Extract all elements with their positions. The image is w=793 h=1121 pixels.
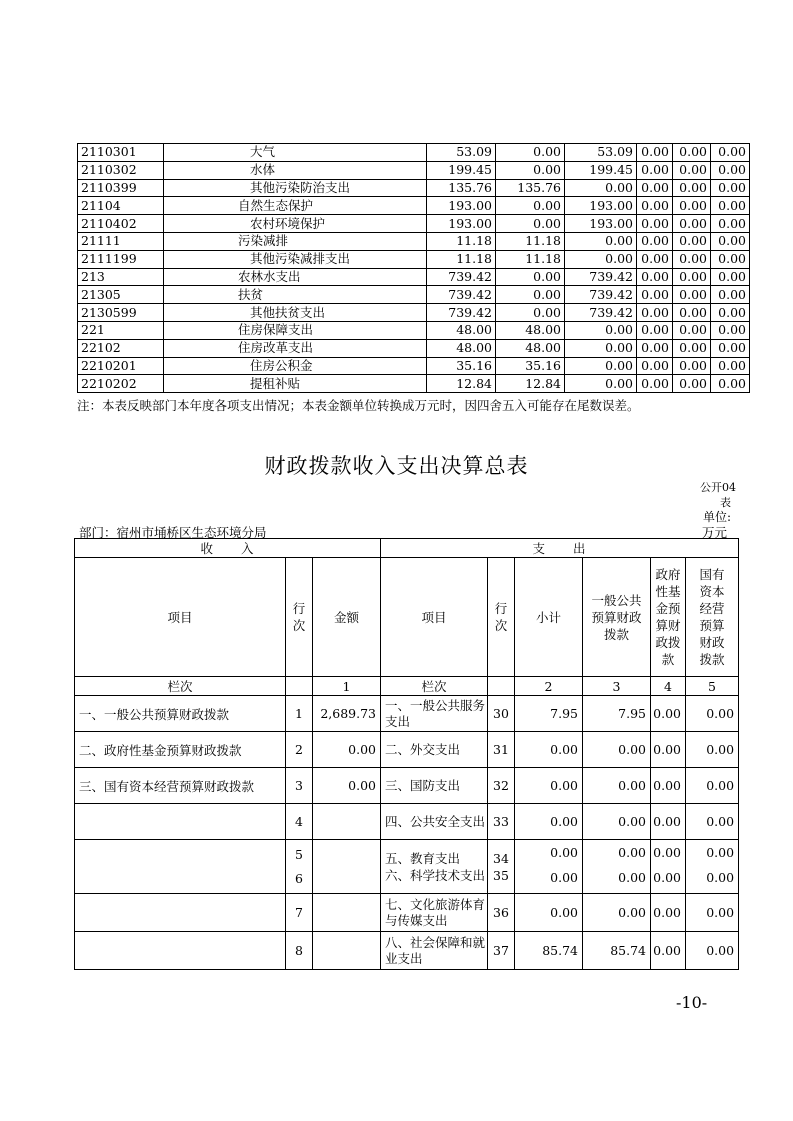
- income-item: 二、政府性基金预算财政拨款: [75, 732, 286, 768]
- amount-cell: 0.00: [637, 197, 673, 215]
- page-title: 财政拨款收入支出决算总表: [264, 454, 529, 478]
- amount-cell: 53.09: [565, 144, 637, 162]
- amount-cell: 0.00: [673, 215, 711, 233]
- amount-cell: 0.00: [711, 144, 750, 162]
- amount-cell: 0.00: [496, 268, 565, 286]
- amount-cell: 193.00: [427, 215, 496, 233]
- amount-cell: 7.95: [583, 696, 651, 732]
- subject-name: 住房保障支出: [164, 321, 427, 339]
- amount-cell: 739.42: [565, 268, 637, 286]
- amount-cell: 0.00: [711, 215, 750, 233]
- amount-cell: 193.00: [565, 215, 637, 233]
- amount-cell: 11.18: [427, 250, 496, 268]
- col-gov-fund: 政府 性基 金预 算财 政拨 款: [651, 558, 686, 677]
- col-index-4: 4: [651, 677, 686, 696]
- subject-name: 水体: [164, 161, 427, 179]
- subject-code: 21111: [78, 232, 164, 250]
- amount-cell: 0.00: [651, 732, 686, 768]
- amount-cell: 0.00: [496, 215, 565, 233]
- subject-code: 2210201: [78, 357, 164, 375]
- amount-cell: 0.00: [515, 732, 583, 768]
- amount-b: 0.00: [618, 869, 646, 885]
- income-line-no: [286, 840, 313, 894]
- amount-cell: 0.00: [583, 804, 651, 840]
- expense-item: [381, 840, 488, 894]
- amount-cell: 0.00: [496, 304, 565, 322]
- income-line-no: 3: [286, 768, 313, 804]
- amount-cell: 0.00: [711, 179, 750, 197]
- amount-cell: 0.00: [637, 339, 673, 357]
- table-row: [78, 197, 750, 215]
- income-amount: 2,689.73: [313, 696, 381, 732]
- table-note: 注：本表反映部门本年度各项支出情况；本表金额单位转换成万元时，因四舍五入可能存在尾数误差。: [77, 398, 640, 413]
- expense-item: 四、公共安全支出: [381, 804, 488, 840]
- amount-cell: 0.00: [711, 304, 750, 322]
- amount-cell: 11.18: [496, 232, 565, 250]
- table-row: [75, 696, 739, 732]
- col-index-5: 5: [686, 677, 739, 696]
- table-row: [75, 840, 739, 894]
- amount-cell: 48.00: [496, 339, 565, 357]
- amount-cell: 11.18: [427, 232, 496, 250]
- amount-cell: 739.42: [427, 304, 496, 322]
- table-row: [78, 232, 750, 250]
- col-amount: 金额: [313, 558, 381, 677]
- table-row: [78, 339, 750, 357]
- amount-cell: 0.00: [686, 768, 739, 804]
- expense-item-a: 五、教育支出: [385, 850, 461, 866]
- amount-cell: 48.00: [427, 339, 496, 357]
- col-item: 项目: [75, 558, 286, 677]
- amount-cell: 0.00: [686, 804, 739, 840]
- amount-cell: 739.42: [565, 286, 637, 304]
- unit-label: 单位:: [703, 510, 732, 524]
- amount-cell: 0.00: [686, 732, 739, 768]
- amount-cell: 11.18: [496, 250, 565, 268]
- table-row: [78, 250, 750, 268]
- expense-line-no: 31: [488, 732, 515, 768]
- amount-cell: 0.00: [673, 321, 711, 339]
- income-amount: [313, 894, 381, 932]
- amount-cell: 0.00: [651, 932, 686, 970]
- table-row: [78, 179, 750, 197]
- amount-cell: 0.00: [637, 232, 673, 250]
- subject-code: 21305: [78, 286, 164, 304]
- income-item: [75, 840, 286, 894]
- subject-name: 其他污染防治支出: [164, 179, 427, 197]
- amount-cell: 0.00: [565, 357, 637, 375]
- amount-cell: 0.00: [583, 732, 651, 768]
- income-line-no: 1: [286, 696, 313, 732]
- amount-cell: 0.00: [637, 357, 673, 375]
- amount-cell: 0.00: [673, 357, 711, 375]
- income-line-no: 7: [286, 894, 313, 932]
- subject-code: 2210202: [78, 375, 164, 393]
- col-state-capital: 国有 资本 经营 预算 财政 拨款: [686, 558, 739, 677]
- table-row: [75, 932, 739, 970]
- income-amount: 0.00: [313, 768, 381, 804]
- expense-item: 二、外交支出: [381, 732, 488, 768]
- expense-line-no: 33: [488, 804, 515, 840]
- amount-cell: 0.00: [637, 286, 673, 304]
- income-item: [75, 894, 286, 932]
- amount-cell: 739.42: [565, 304, 637, 322]
- amount-cell: 0.00: [565, 250, 637, 268]
- amount-cell: 0.00: [711, 161, 750, 179]
- amount-cell: 0.00: [711, 339, 750, 357]
- expense-item: 一、一般公共服务支出: [381, 696, 488, 732]
- income-line-no: 8: [286, 932, 313, 970]
- col-line-no: 行 次: [286, 558, 313, 677]
- amount-cell: 0.00: [711, 232, 750, 250]
- income-item: 三、国有资本经营预算财政拨款: [75, 768, 286, 804]
- expense-header: 支 出: [381, 539, 739, 558]
- amount-cell: 7.95: [515, 696, 583, 732]
- amount-cell: 0.00: [651, 696, 686, 732]
- amount-cell: 0.00: [637, 304, 673, 322]
- amount-cell: 0.00: [711, 357, 750, 375]
- amount-cell: 35.16: [496, 357, 565, 375]
- expense-item: 三、国防支出: [381, 768, 488, 804]
- subject-code: 213: [78, 268, 164, 286]
- income-amount: [313, 840, 381, 894]
- subject-name: 其他扶贫支出: [164, 304, 427, 322]
- col-index-2: 2: [515, 677, 583, 696]
- form-code-suffix: 表: [720, 496, 731, 509]
- expense-line-no-a: 34: [493, 850, 509, 866]
- amount-cell: [651, 840, 686, 894]
- amount-cell: 0.00: [565, 179, 637, 197]
- income-item: [75, 932, 286, 970]
- amount-cell: 0.00: [637, 144, 673, 162]
- amount-cell: 0.00: [637, 161, 673, 179]
- amount-cell: 0.00: [637, 268, 673, 286]
- amount-cell: 0.00: [565, 232, 637, 250]
- expense-line-no-b: 35: [493, 867, 509, 883]
- amount-cell: 35.16: [427, 357, 496, 375]
- amount-cell: 0.00: [673, 268, 711, 286]
- amount-cell: 0.00: [565, 321, 637, 339]
- amount-cell: 0.00: [637, 250, 673, 268]
- amount-cell: 0.00: [673, 286, 711, 304]
- subject-name: 其他污染减排支出: [164, 250, 427, 268]
- line-no: 5: [295, 846, 303, 862]
- table-row: [78, 304, 750, 322]
- subject-code: 22102: [78, 339, 164, 357]
- expense-item-b: 六、科学技术支出: [385, 867, 486, 883]
- table-row: [78, 286, 750, 304]
- income-line-no: 4: [286, 804, 313, 840]
- expense-line-no: 32: [488, 768, 515, 804]
- amount-b: 0.00: [550, 869, 578, 885]
- form-code: 公开04: [700, 481, 736, 494]
- amount-cell: 0.00: [496, 161, 565, 179]
- amount-a: 0.00: [706, 844, 735, 860]
- income-amount: 0.00: [313, 732, 381, 768]
- amount-cell: 739.42: [427, 286, 496, 304]
- subject-name: 农村环境保护: [164, 215, 427, 233]
- subject-code: 21104: [78, 197, 164, 215]
- subject-code: 2110402: [78, 215, 164, 233]
- subject-name: 扶贫: [164, 286, 427, 304]
- amount-cell: 0.00: [711, 286, 750, 304]
- amount-cell: 0.00: [686, 696, 739, 732]
- col-index-label: 栏次: [75, 677, 286, 696]
- table-row: [78, 215, 750, 233]
- amount-cell: 0.00: [565, 375, 637, 393]
- amount-cell: 0.00: [673, 232, 711, 250]
- expense-item: 七、文化旅游体育与传媒支出: [381, 894, 488, 932]
- amount-cell: 0.00: [583, 768, 651, 804]
- line-no: 6: [295, 870, 303, 886]
- expense-line-no: 36: [488, 894, 515, 932]
- amount-cell: 85.74: [515, 932, 583, 970]
- income-item: 一、一般公共预算财政拨款: [75, 696, 286, 732]
- table-row: [75, 732, 739, 768]
- amount-a: 0.00: [550, 844, 578, 860]
- amount-cell: 0.00: [651, 804, 686, 840]
- col-index-3: 3: [583, 677, 651, 696]
- amount-cell: 0.00: [496, 144, 565, 162]
- amount-cell: 0.00: [515, 768, 583, 804]
- subject-name: 住房改革支出: [164, 339, 427, 357]
- amount-cell: 199.45: [427, 161, 496, 179]
- amount-cell: 193.00: [427, 197, 496, 215]
- amount-a: 0.00: [618, 844, 646, 860]
- amount-cell: 0.00: [673, 197, 711, 215]
- amount-cell: 0.00: [515, 894, 583, 932]
- expense-item: 八、社会保障和就业支出: [381, 932, 488, 970]
- amount-cell: 0.00: [637, 215, 673, 233]
- col-index-label-expense: 栏次: [381, 677, 488, 696]
- amount-cell: 0.00: [651, 894, 686, 932]
- expense-line-no: 37: [488, 932, 515, 970]
- income-header: 收 入: [75, 539, 381, 558]
- amount-cell: 0.00: [637, 179, 673, 197]
- amount-cell: 0.00: [673, 250, 711, 268]
- subject-code: 2110301: [78, 144, 164, 162]
- table-row: [75, 768, 739, 804]
- amount-cell: 199.45: [565, 161, 637, 179]
- income-item: [75, 804, 286, 840]
- subject-name: 污染减排: [164, 232, 427, 250]
- amount-cell: 0.00: [673, 375, 711, 393]
- amount-cell: 0.00: [686, 894, 739, 932]
- amount-cell: 0.00: [565, 339, 637, 357]
- col-index-1: 1: [313, 677, 381, 696]
- amount-cell: 0.00: [651, 768, 686, 804]
- col-line-no-expense: 行 次: [488, 558, 515, 677]
- subject-name: 提租补贴: [164, 375, 427, 393]
- col-item-expense: 项目: [381, 558, 488, 677]
- fiscal-summary-table: [74, 538, 739, 970]
- amount-cell: 0.00: [637, 321, 673, 339]
- amount-cell: 0.00: [686, 932, 739, 970]
- amount-cell: 85.74: [583, 932, 651, 970]
- unit-value: 万元: [702, 525, 728, 540]
- amount-a: 0.00: [653, 844, 681, 860]
- amount-cell: 135.76: [427, 179, 496, 197]
- amount-cell: [686, 840, 739, 894]
- subject-name: 农林水支出: [164, 268, 427, 286]
- table-row: [78, 144, 750, 162]
- amount-cell: 0.00: [673, 179, 711, 197]
- amount-cell: 135.76: [496, 179, 565, 197]
- table-row: [78, 161, 750, 179]
- table-row: [75, 894, 739, 932]
- amount-b: 0.00: [706, 869, 735, 885]
- amount-cell: 0.00: [673, 144, 711, 162]
- amount-cell: 0.00: [583, 894, 651, 932]
- expense-detail-table: [77, 143, 750, 393]
- amount-cell: 48.00: [496, 321, 565, 339]
- amount-cell: 0.00: [673, 304, 711, 322]
- table-row: [78, 321, 750, 339]
- subject-code: 2130599: [78, 304, 164, 322]
- amount-cell: 0.00: [673, 161, 711, 179]
- amount-cell: 0.00: [515, 804, 583, 840]
- income-line-no: 2: [286, 732, 313, 768]
- expense-line-no: [488, 840, 515, 894]
- amount-b: 0.00: [653, 869, 681, 885]
- amount-cell: 0.00: [711, 250, 750, 268]
- amount-cell: [515, 840, 583, 894]
- subject-code: 221: [78, 321, 164, 339]
- table-row: [78, 375, 750, 393]
- amount-cell: 0.00: [496, 197, 565, 215]
- amount-cell: 0.00: [711, 268, 750, 286]
- table-row: [78, 357, 750, 375]
- col-general-budget: 一般公共 预算财政 拨款: [583, 558, 651, 677]
- subject-name: 自然生态保护: [164, 197, 427, 215]
- amount-cell: 0.00: [496, 286, 565, 304]
- col-subtotal: 小计: [515, 558, 583, 677]
- page-number: -10-: [676, 993, 708, 1012]
- amount-cell: [583, 840, 651, 894]
- subject-name: 住房公积金: [164, 357, 427, 375]
- amount-cell: 0.00: [711, 321, 750, 339]
- table-row: [75, 804, 739, 840]
- table-row: [78, 268, 750, 286]
- income-amount: [313, 804, 381, 840]
- subject-name: 大气: [164, 144, 427, 162]
- subject-code: 2111199: [78, 250, 164, 268]
- amount-cell: 739.42: [427, 268, 496, 286]
- amount-cell: 0.00: [637, 375, 673, 393]
- subject-code: 2110302: [78, 161, 164, 179]
- income-amount: [313, 932, 381, 970]
- expense-line-no: 30: [488, 696, 515, 732]
- amount-cell: 0.00: [711, 375, 750, 393]
- amount-cell: 0.00: [711, 197, 750, 215]
- amount-cell: 53.09: [427, 144, 496, 162]
- subject-code: 2110399: [78, 179, 164, 197]
- amount-cell: 12.84: [427, 375, 496, 393]
- amount-cell: 0.00: [673, 339, 711, 357]
- department-label: 部门：宿州市埇桥区生态环境分局: [79, 525, 267, 540]
- amount-cell: 48.00: [427, 321, 496, 339]
- amount-cell: 12.84: [496, 375, 565, 393]
- amount-cell: 193.00: [565, 197, 637, 215]
